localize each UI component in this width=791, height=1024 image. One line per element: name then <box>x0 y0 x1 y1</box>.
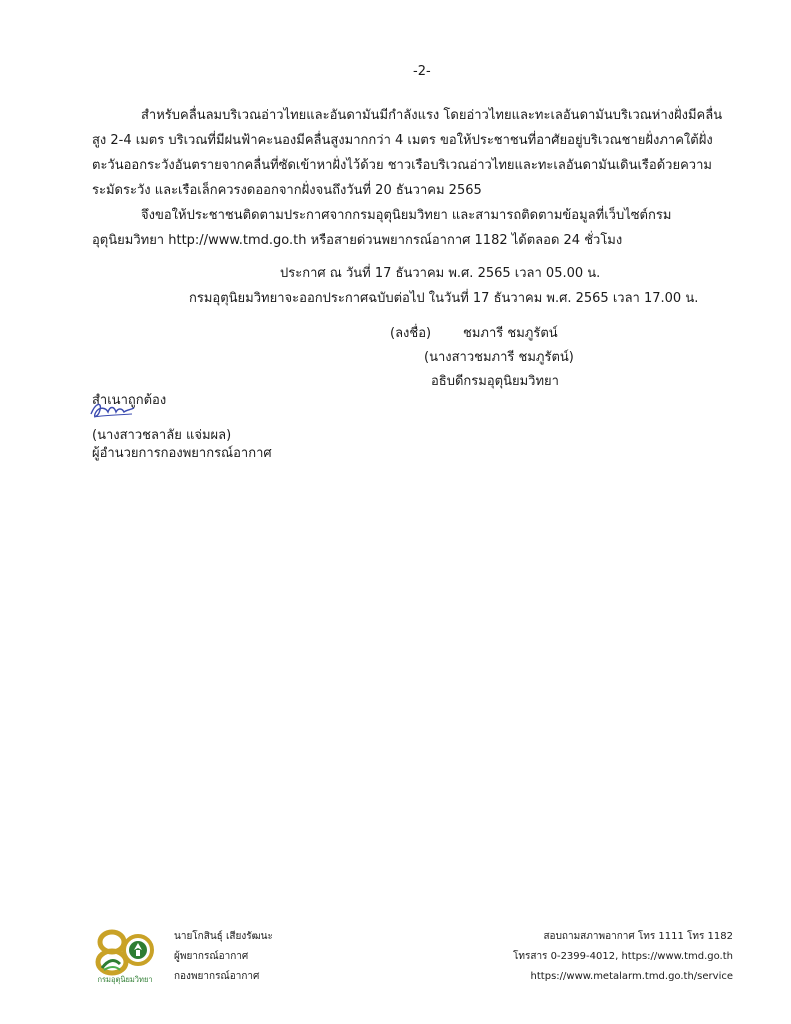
next-announcement: กรมอุตุนิยมวิทยาจะออกประกาศฉบับต่อไป ในวันที่ 17 ธันวาคม พ.ศ. 2565 เวลา 17.00 น. <box>189 291 699 306</box>
certifier-position: ผู้อำนวยการกองพยากรณ์อากาศ <box>92 446 272 461</box>
paragraph-line: อุตุนิยมวิทยา http://www.tmd.go.th หรือสายด่วนพยากรณ์อากาศ 1182 ได้ตลอด 24 ชั่วโมง <box>92 233 623 248</box>
paragraph-line: สูง 2-4 เมตร บริเวณที่มีฝนฟ้าคะนองมีคลื่นสูงมากกว่า 4 เมตร ขอให้ประชาชนที่อาศัยอยู่บริเวณชายฝั่งภาคใต้ฝั่ง <box>92 133 713 148</box>
logo-text: กรมอุตุนิยมวิทยา <box>97 975 153 984</box>
signatory-position: อธิบดีกรมอุตุนิยมวิทยา <box>431 374 559 389</box>
contact-fax-website: โทรสาร 0-2399-4012, https://www.tmd.go.th <box>513 951 733 962</box>
forecaster-role: ผู้พยากรณ์อากาศ <box>174 951 249 962</box>
paragraph-line: ตะวันออกระวังอันตรายจากคลื่นที่ซัดเข้าหาฝั่งไว้ด้วย ชาวเรือบริเวณอ่าวไทยและทะเลอันดามันเดินเรือด้วยความ <box>92 158 712 173</box>
forecaster-name: นายโกสินธุ์ เสียงรัฒนะ <box>174 931 273 942</box>
signatory-full-name: (นางสาวชมภารี ชมภูรัตน์) <box>424 350 574 365</box>
tmd-80th-anniversary-logo <box>94 924 156 986</box>
certified-label: สำเนาถูกต้อง <box>92 393 167 408</box>
contact-metalarm-link[interactable]: https://www.metalarm.tmd.go.th/service <box>530 971 733 982</box>
contact-phone: สอบถามสภาพอากาศ โทร 1111 โทร 1182 <box>543 931 733 942</box>
certifier-name: (นางสาวชลาลัย แจ่มผล) <box>92 428 232 443</box>
handwritten-signature <box>88 398 136 422</box>
paragraph-line: จึงขอให้ประชาชนติดตามประกาศจากกรมอุตุนิยมวิทยา และสามารถติดตามข้อมูลที่เว็บไซต์กรม <box>141 208 672 223</box>
signed-label: (ลงชื่อ) <box>390 326 432 341</box>
announcement-date: ประกาศ ณ วันที่ 17 ธันวาคม พ.ศ. 2565 เวลา 05.00 น. <box>280 266 601 281</box>
division-name: กองพยากรณ์อากาศ <box>174 971 260 982</box>
page-number: -2- <box>413 64 431 79</box>
signed-name: ชมภารี ชมภูรัตน์ <box>463 326 558 341</box>
paragraph-line: ระมัดระวัง และเรือเล็กควรงดออกจากฝั่งจนถึงวันที่ 20 ธันวาคม 2565 <box>92 183 482 198</box>
paragraph-line: สำหรับคลื่นลมบริเวณอ่าวไทยและอันดามันมีกำลังแรง โดยอ่าวไทยและทะเลอันดามันบริเวณห่างฝั่งมีคลื่น <box>141 108 723 123</box>
